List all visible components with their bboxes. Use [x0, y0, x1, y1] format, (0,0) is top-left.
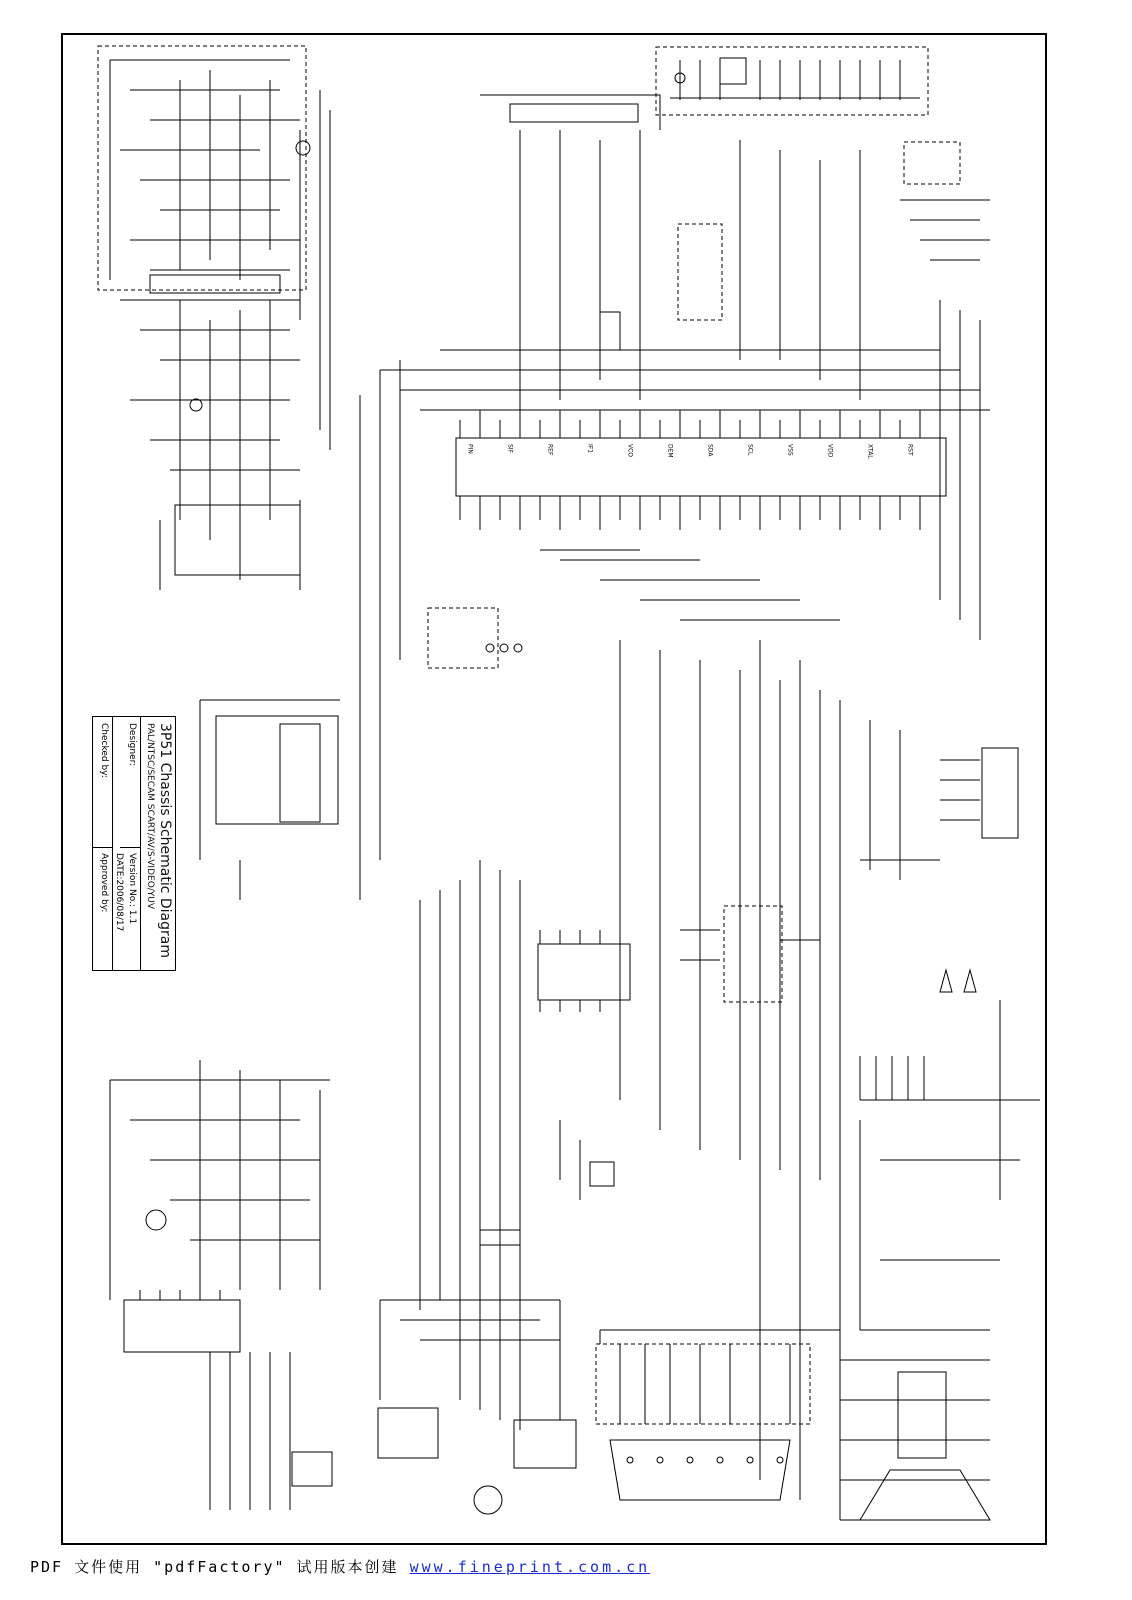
- main-ic-area: [360, 95, 990, 900]
- designer-label: Designer:: [127, 723, 137, 767]
- svg-text:IF1: IF1: [586, 444, 594, 454]
- power-supply-section: [98, 46, 330, 590]
- svg-text:SCL: SCL: [746, 444, 754, 456]
- svg-text:SDA: SDA: [706, 444, 714, 457]
- version-label: Version No.: 1.1: [127, 853, 137, 925]
- svg-text:DEM: DEM: [666, 444, 674, 458]
- diagram-subtitle: PAL/NTSC/SECAM SCART/AV/S-VIDEO/YUV: [145, 723, 155, 910]
- diagram-title: 3P51 Chassis Schematic Diagram: [157, 723, 173, 958]
- svg-text:PIN: PIN: [466, 444, 474, 454]
- label-cluster: [467, 444, 914, 459]
- svg-text:VCO: VCO: [626, 444, 634, 458]
- svg-text:XTAL: XTAL: [866, 444, 874, 459]
- footer-text: PDF 文件使用 "pdfFactory" 试用版本创建: [30, 1558, 399, 1576]
- keypad-board: [656, 47, 928, 115]
- approved-label: Approved by:: [99, 853, 109, 913]
- svg-text:VSS: VSS: [786, 444, 794, 456]
- footer-link[interactable]: www.fineprint.com.cn: [409, 1558, 651, 1576]
- crt-board-area: [596, 1330, 990, 1520]
- title-block: [92, 716, 176, 971]
- svg-text:SIF: SIF: [506, 444, 514, 454]
- svg-text:RST: RST: [906, 444, 914, 456]
- vertical-and-audio-area: [420, 640, 1020, 1520]
- date-label: DATE:2006/08/17: [114, 853, 124, 932]
- sheet-border: [62, 34, 1046, 1544]
- checked-label: Checked by:: [99, 723, 109, 778]
- checked-row: [92, 717, 113, 970]
- pdf-footer: [30, 1556, 730, 1582]
- svg-text:REF: REF: [546, 444, 554, 456]
- svg-text:VDD: VDD: [826, 444, 834, 458]
- deflection-area: [110, 1060, 576, 1514]
